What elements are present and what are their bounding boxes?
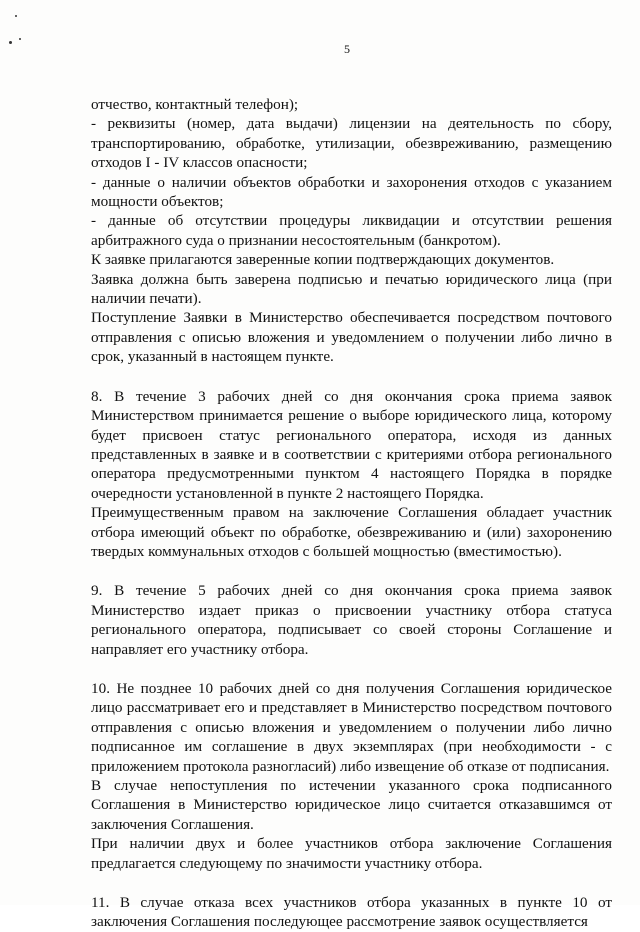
paragraph: - реквизиты (номер, дата выдачи) лицензии на деятельность по сбору, транспортированию, обработке, утилизации, обезвреживанию, размещению отходов I - IV классов опасности; <box>91 115 612 172</box>
document-body <box>91 95 612 932</box>
scan-speck <box>15 15 17 17</box>
paragraph: В случае непоступления по истечении указанного срока подписанного Соглашения в Министерство юридическое лицо считается отказавшимся от заключения Соглашения. <box>91 777 612 833</box>
paragraph: При наличии двух и более участников отбора заключение Соглашения предлагается следующему по значимости участнику отбора. <box>91 835 612 872</box>
paragraph: К заявке прилагаются заверенные копии подтверждающих документов. <box>91 251 555 269</box>
paragraph-gap <box>91 659 612 679</box>
paragraph: Преимущественным правом на заключение Соглашения обладает участник отбора имеющий объект по обработке, обезвреживанию и (или) захоронению твердых коммунальных отходов с большей мощностью (вместимостью). <box>91 504 612 560</box>
paragraph: 9. В течение 5 рабочих дней со дня окончания срока приема заявок Министерство издает приказ о присвоении участнику отбора статуса регионального оператора, подписывает со своей стороны Соглашение и направляет его участнику отбора. <box>91 582 612 658</box>
paragraph: отчество, контактный телефон); <box>91 96 299 113</box>
paragraph: Заявка должна быть заверена подписью и печатью юридического лица (при наличии печати). <box>91 270 612 308</box>
paragraph: 8. В течение 3 рабочих дней со дня окончания срока приема заявок Министерством принимается решение о выборе юридического лица, которому будет присвоен статус регионального оператора, исходя из данных представленных в заявке и в соответствии с критериями отбора регионального оператора предусмотренными пунктом 4 настоящего Порядка в порядке очередности установленной в пункте 2 настоящего Порядка. <box>91 387 612 502</box>
paragraph: Поступление Заявки в Министерство обеспечивается посредством почтового отправления с описью вложения и уведомлением о получении либо лично в срок, указанный в настоящем пункте. <box>91 309 612 366</box>
paragraph-gap <box>91 561 612 581</box>
page-number: 5 <box>344 42 350 56</box>
paragraph: - данные о наличии объектов обработки и захоронения отходов с указанием мощности объектов; <box>91 173 612 211</box>
paragraph-gap <box>91 367 612 387</box>
scan-speck <box>9 41 12 44</box>
paragraph: 11. В случае отказа всех участников отбора указанных в пункте 10 от заключения Соглашения последующее рассмотрение заявок осуществляется <box>91 894 612 931</box>
paragraph: - данные об отсутствии процедуры ликвидации и отсутствии решения арбитражного суда о признании несостоятельным (банкротом). <box>91 212 612 249</box>
paragraph: 10. Не позднее 10 рабочих дней со дня получения Соглашения юридическое лицо рассматривает его и представляет в Министерство посредством почтового отправления с описью вложения и уведомлением о получении либо лично подписанное им соглашение в двух экземплярах (при необходимости - с приложением протокола разногласий) либо извещение об отказе от подписания. <box>91 679 612 775</box>
scan-speck <box>19 38 21 40</box>
paragraph-gap <box>91 873 612 893</box>
